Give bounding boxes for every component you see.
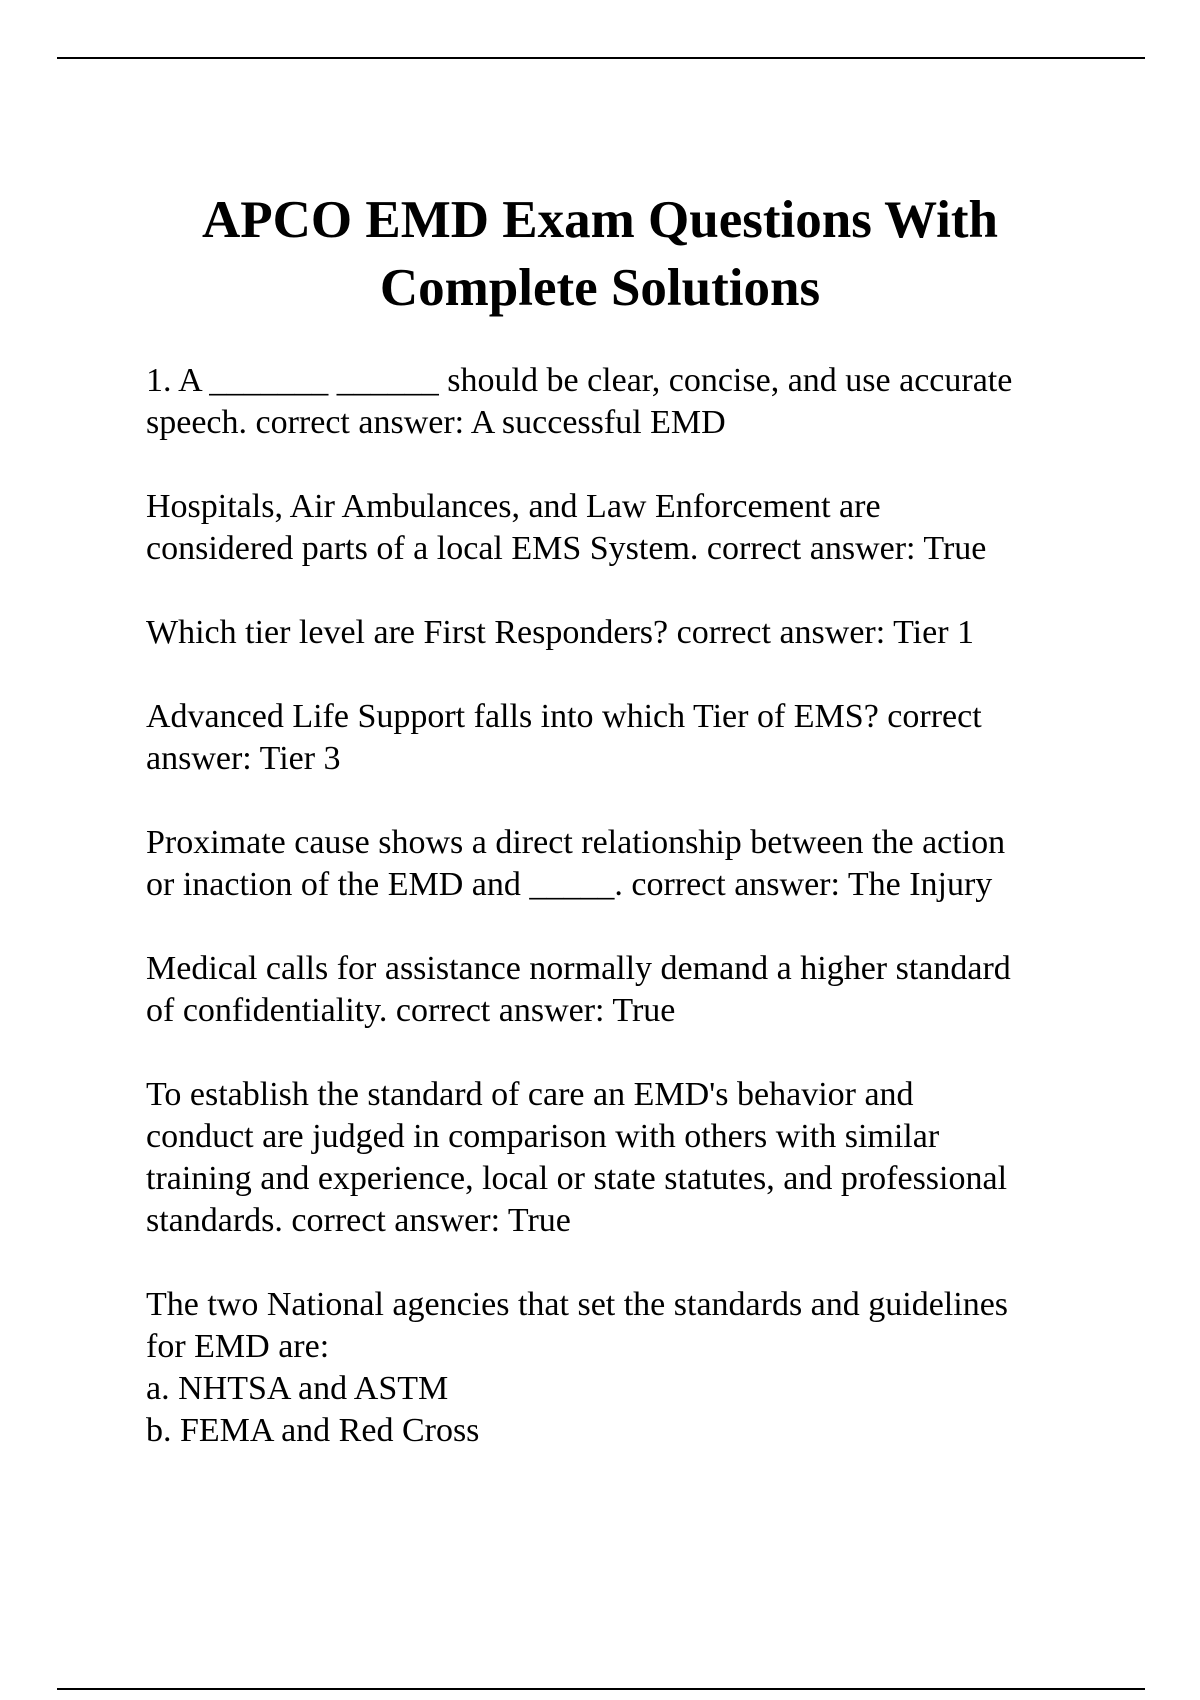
question-line: training and experience, local or state statutes, and professional: [146, 1160, 1008, 1197]
question-line: Medical calls for assistance normally demand a higher standard: [146, 950, 1011, 987]
question-item-2: [146, 486, 1106, 570]
question-line: conduct are judged in comparison with others with similar: [146, 1118, 940, 1155]
question-text: [146, 696, 1106, 780]
question-text: [146, 822, 1106, 906]
answer-option-a: a. NHTSA and ASTM: [146, 1370, 449, 1407]
question-text: [146, 360, 1106, 444]
question-line: To establish the standard of care an EMD's behavior and: [146, 1076, 914, 1113]
question-item-8: [146, 1284, 1106, 1452]
question-line: Which tier level are First Responders? correct answer: Tier 1: [146, 614, 975, 651]
top-rule: [57, 57, 1145, 59]
answer-option-b: b. FEMA and Red Cross: [146, 1412, 480, 1449]
question-line: Proximate cause shows a direct relationship between the action: [146, 824, 1006, 861]
question-item-7: [146, 1074, 1106, 1242]
question-line: standards. correct answer: True: [146, 1202, 571, 1239]
question-text: [146, 612, 1106, 654]
question-text: [146, 1284, 1106, 1452]
question-text: [146, 948, 1106, 1032]
title-line-1: APCO EMD Exam Questions With: [201, 191, 999, 249]
question-line: speech. correct answer: A successful EMD: [146, 404, 726, 441]
question-item-6: [146, 948, 1106, 1032]
question-item-3: [146, 612, 1106, 654]
question-line: The two National agencies that set the standards and guidelines: [146, 1286, 1009, 1323]
title-line-2: Complete Solutions: [379, 259, 821, 317]
question-line: Hospitals, Air Ambulances, and Law Enforcement are: [146, 488, 881, 525]
question-item-5: [146, 822, 1106, 906]
question-line: for EMD are:: [146, 1328, 330, 1365]
question-item-4: [146, 696, 1106, 780]
question-line: Advanced Life Support falls into which Tier of EMS? correct: [146, 698, 982, 735]
bottom-rule: [57, 1688, 1145, 1690]
question-list: [146, 360, 1106, 1494]
question-line: or inaction of the EMD and _____. correct answer: The Injury: [146, 866, 993, 903]
question-text: [146, 486, 1106, 570]
document-title: [100, 186, 1100, 322]
question-line: of confidentiality. correct answer: True: [146, 992, 676, 1029]
question-line: considered parts of a local EMS System. correct answer: True: [146, 530, 987, 567]
question-line: answer: Tier 3: [146, 740, 341, 777]
question-text: [146, 1074, 1106, 1242]
question-line: 1. A _______ ______ should be clear, concise, and use accurate: [146, 362, 1013, 399]
question-item-1: [146, 360, 1106, 444]
